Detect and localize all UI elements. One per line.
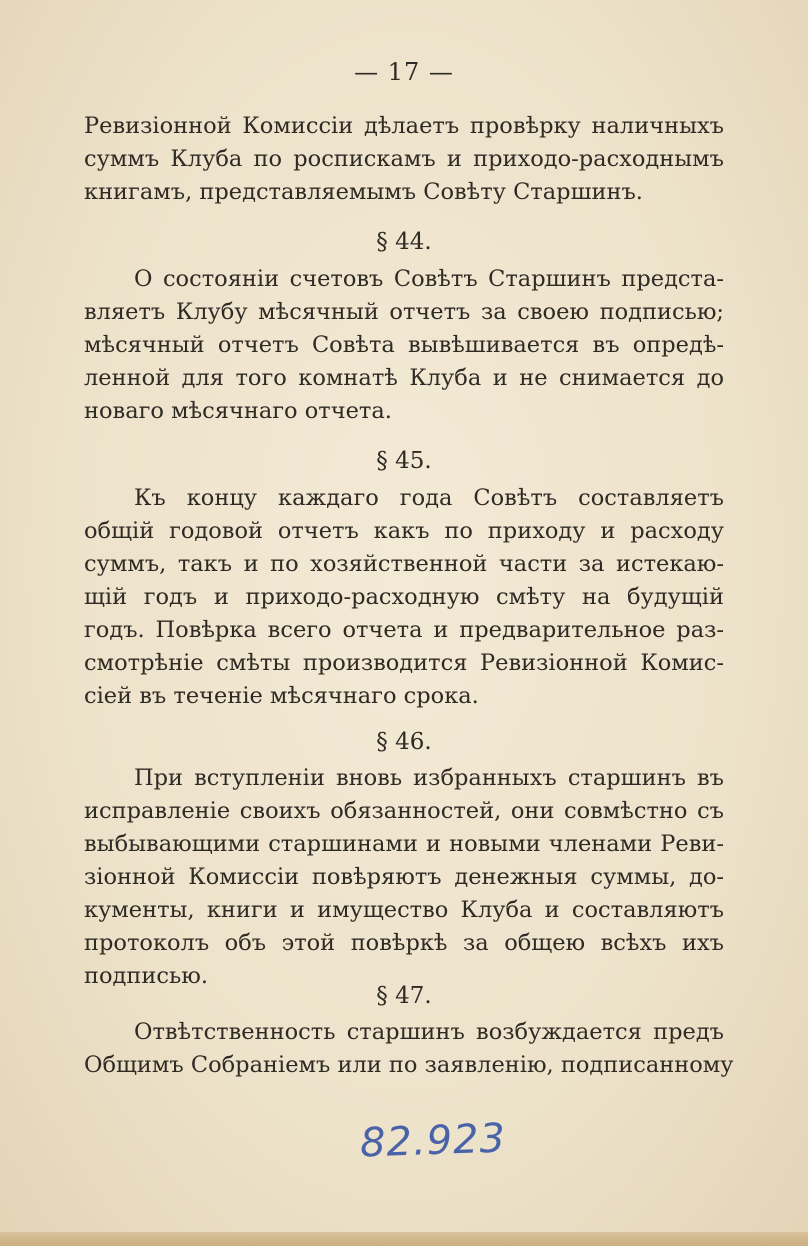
text-line: кументы, книги и имущество Клуба и составляютъ [84,897,724,923]
text-line: При вступленіи вновь избранныхъ старшинъ въ [134,765,724,791]
text-line: Общимъ Собраніемъ или по заявленію, подписанному [84,1052,734,1078]
text-line: суммъ, такъ и по хозяйственной части за истекаю- [84,551,724,577]
text-line: щій годъ и приходо-расходную смѣту на будущій [84,584,724,610]
text-line: Къ концу каждаго года Совѣтъ составляетъ [134,485,724,511]
section-heading: § 47. [376,983,432,1009]
text-line: вляетъ Клубу мѣсячный отчетъ за своею подписью; [84,299,724,325]
text-line: смотрѣніе смѣты производится Ревизіонной Комис- [84,650,724,676]
text-line: исправленіе своихъ обязанностей, они совмѣстно съ [84,798,724,824]
text-line: книгамъ, представляемымъ Совѣту Старшинъ. [84,179,643,205]
section-heading: § 44. [376,229,432,255]
text-line: годъ. Повѣрка всего отчета и предварительное раз- [84,617,724,643]
section-heading: § 45. [376,448,432,474]
text-line: протоколъ объ этой повѣркѣ за общею всѣхъ ихъ [84,930,724,956]
text-line: Отвѣтственность старшинъ возбуждается предъ [134,1019,724,1045]
text-line: сіей въ теченіе мѣсячнаго срока. [84,683,479,709]
text-line: мѣсячный отчетъ Совѣта вывѣшивается въ опредѣ- [84,332,724,358]
text-line: Ревизіонной Комиссіи дѣлаетъ провѣрку наличныхъ [84,113,724,139]
page-number: — 17 — [354,58,454,86]
handwritten-catalog-number: 82.923 [359,1115,507,1167]
text-line: О состояніи счетовъ Совѣтъ Старшинъ предста- [134,266,724,292]
section-heading: § 46. [376,729,432,755]
text-line: ленной для того комнатѣ Клуба и не снимается до [84,365,724,391]
text-line: выбывающими старшинами и новыми членами Реви- [84,831,724,857]
text-line: общій годовой отчетъ какъ по приходу и расходу [84,518,724,544]
text-line: подписью. [84,963,208,989]
text-line: суммъ Клуба по роспискамъ и приходо-расходнымъ [84,146,724,172]
text-line: новаго мѣсячнаго отчета. [84,398,392,424]
text-line: зіонной Комиссіи повѣряютъ денежныя суммы, до- [84,864,724,890]
page-bottom-edge [0,1232,808,1246]
